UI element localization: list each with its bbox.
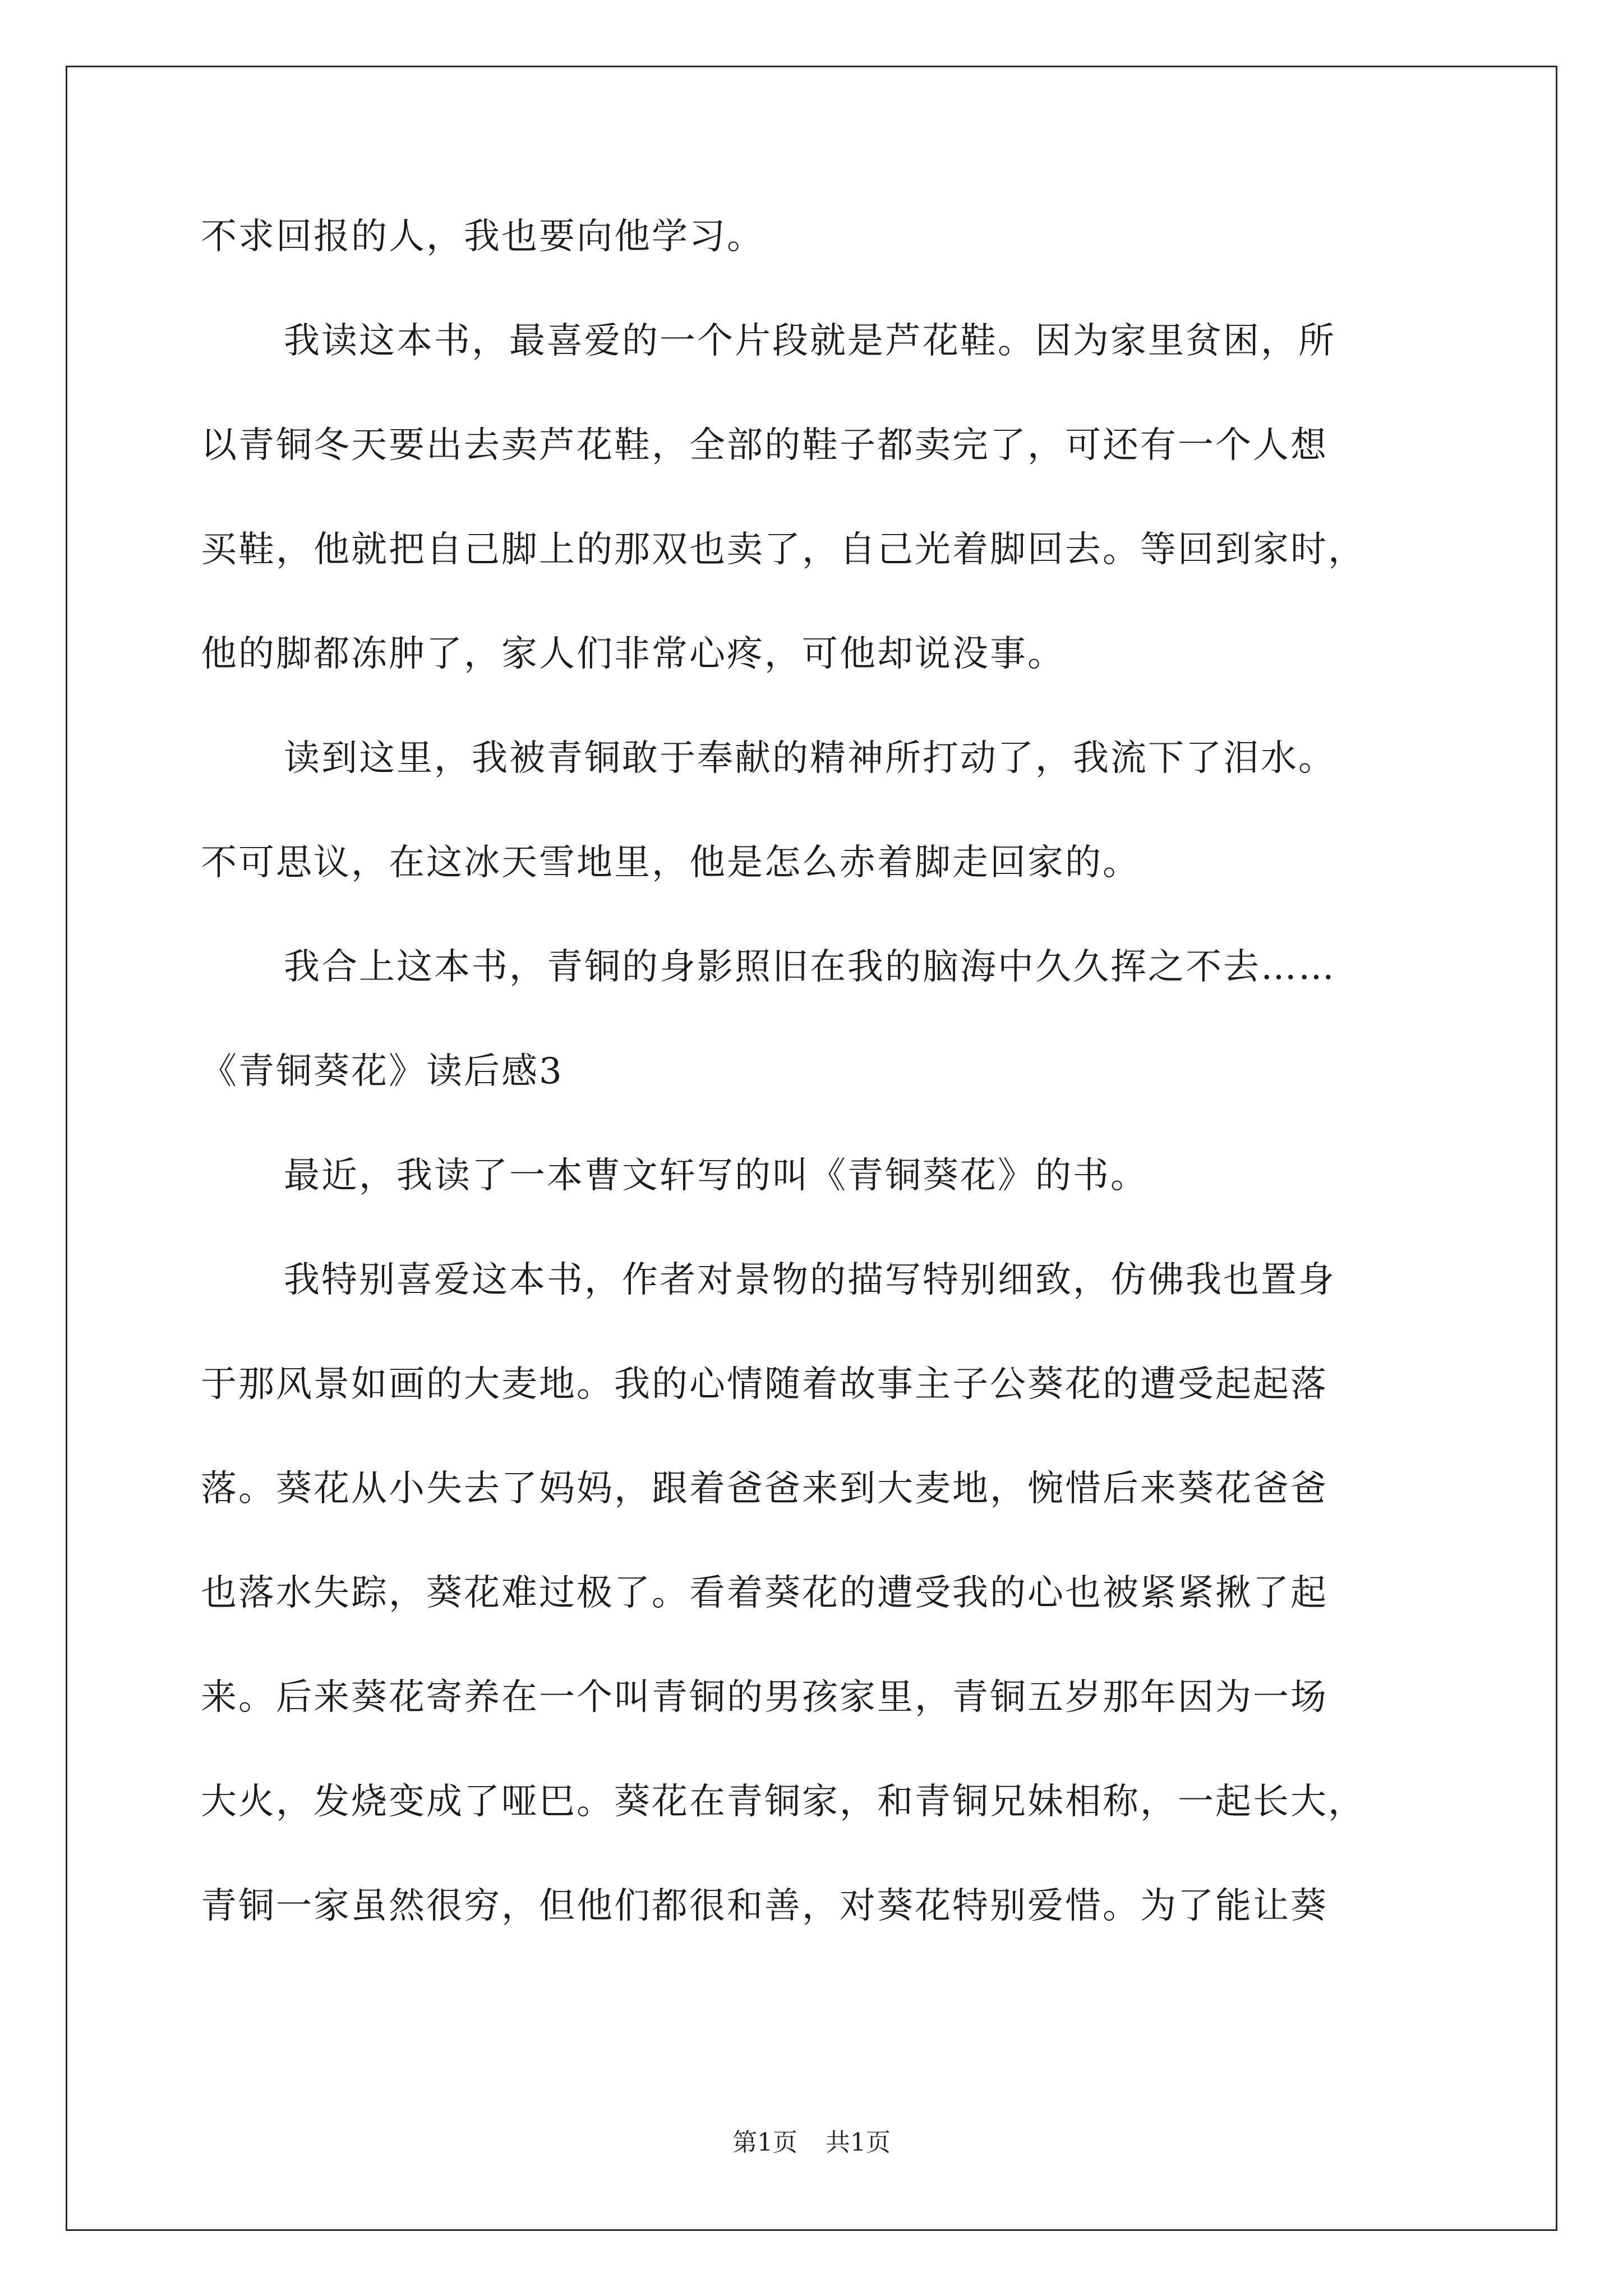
paragraph-line: 不求回报的人，我也要向他学习。 [201, 216, 764, 257]
paragraph-line: 我特别喜爱这本书，作者对景物的描写特别细致，仿佛我也置身 [284, 1259, 1336, 1301]
paragraph-line: 于那风景如画的大麦地。我的心情随着故事主子公葵花的遭受起起落 [201, 1364, 1328, 1405]
paragraph-line: 他的脚都冻肿了，家人们非常心疼，可他却说没事。 [201, 633, 1065, 675]
paragraph-line: 不可思议，在这冰天雪地里，他是怎么赤着脚走回家的。 [201, 842, 1140, 884]
section-heading: 《青铜葵花》读后感3 [201, 1051, 564, 1092]
page-footer [0, 2126, 1623, 2160]
paragraph-line: 我合上这本书，青铜的身影照旧在我的脑海中久久挥之不去…… [284, 946, 1336, 988]
paragraph-line: 最近，我读了一本曹文轩写的叫《青铜葵花》的书。 [284, 1155, 1148, 1197]
paragraph-line: 我读这本书，最喜爱的一个片段就是芦花鞋。因为家里贫困，所 [284, 320, 1336, 362]
paragraph-line: 落。葵花从小失去了妈妈，跟着爸爸来到大麦地，惋惜后来葵花爸爸 [201, 1468, 1328, 1510]
page-total: 共1页 [826, 2128, 891, 2157]
paragraph-line: 读到这里，我被青铜敢于奉献的精神所打动了，我流下了泪水。 [284, 738, 1336, 779]
page-number: 第1页 [732, 2128, 797, 2157]
paragraph-line: 来。后来葵花寄养在一个叫青铜的男孩家里，青铜五岁那年因为一场 [201, 1677, 1328, 1718]
paragraph-line: 也落水失踪，葵花难过极了。看着葵花的遭受我的心也被紧紧揪了起 [201, 1572, 1328, 1614]
paragraph-line: 买鞋，他就把自己脚上的那双也卖了，自己光着脚回去。等回到家时， [201, 529, 1366, 570]
paragraph-line: 以青铜冬天要出去卖芦花鞋，全部的鞋子都卖完了，可还有一个人想 [201, 425, 1328, 466]
paragraph-line: 大火，发烧变成了哑巴。葵花在青铜家，和青铜兄妹相称，一起长大， [201, 1781, 1366, 1823]
paragraph-line: 青铜一家虽然很穷，但他们都很和善，对葵花特别爱惜。为了能让葵 [201, 1885, 1328, 1927]
